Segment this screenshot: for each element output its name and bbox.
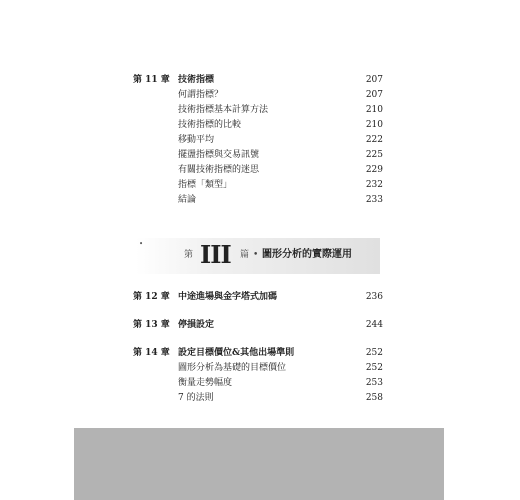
section-title: 7 的法則	[178, 393, 214, 403]
section-row	[133, 133, 383, 148]
toc-chapter-12	[133, 290, 383, 305]
part-banner	[136, 238, 380, 274]
section-page: 252	[365, 363, 383, 373]
section-title: 圖形分析為基礎的目標價位	[178, 363, 287, 373]
section-row	[133, 376, 383, 391]
chapter-title: 設定目標價位&其他出場準則	[178, 348, 295, 358]
chapter-title: 停損設定	[178, 320, 215, 330]
chapter-label: 第 12 章	[133, 292, 170, 302]
section-title: 技術指標的比較	[178, 120, 242, 130]
toc-chapter-11	[133, 73, 383, 208]
chapter-title: 技術指標	[178, 75, 215, 85]
section-title: 技術指標基本計算方法	[178, 105, 269, 115]
chapter-page: 252	[365, 348, 383, 358]
section-page: 207	[365, 90, 383, 100]
chapter-heading-row	[133, 73, 383, 88]
chapter-page: 207	[365, 75, 383, 85]
section-row	[133, 163, 383, 178]
bottom-gray-band	[74, 428, 444, 500]
chapter-page: 236	[365, 292, 383, 302]
section-title: 結論	[178, 195, 197, 205]
section-title: 移動平均	[178, 135, 215, 145]
section-row	[133, 118, 383, 133]
section-page: 225	[365, 150, 383, 160]
section-page: 233	[365, 195, 383, 205]
section-title: 擺盪指標與交易訊號	[178, 150, 260, 160]
chapter-heading-row	[133, 290, 383, 305]
section-row	[133, 148, 383, 163]
chapter-page: 244	[365, 320, 383, 330]
chapter-label: 第 11 章	[133, 75, 170, 85]
bullet-icon: •	[139, 240, 144, 248]
section-page: 210	[365, 105, 383, 115]
part-prefix: 第	[184, 250, 194, 260]
toc-chapter-13	[133, 318, 383, 333]
section-page: 253	[365, 378, 383, 388]
section-title: 何謂指標？	[178, 90, 224, 100]
section-page: 222	[365, 135, 383, 145]
chapter-heading-row	[133, 318, 383, 333]
section-page: 210	[365, 120, 383, 130]
section-page: 229	[365, 165, 383, 175]
chapter-label: 第 13 章	[133, 320, 170, 330]
chapter-label: 第 14 章	[133, 348, 170, 358]
chapter-heading-row	[133, 346, 383, 361]
section-row	[133, 88, 383, 103]
toc-chapter-14	[133, 346, 383, 406]
section-row	[133, 361, 383, 376]
part-title: 圖形分析的實際運用	[262, 249, 352, 260]
section-row	[133, 103, 383, 118]
part-suffix: 篇	[240, 250, 250, 260]
section-row	[133, 391, 383, 406]
section-title: 指標「類型」	[178, 180, 233, 190]
section-title: 衡量走勢幅度	[178, 378, 233, 388]
part-separator-dot: •	[253, 250, 259, 260]
section-title: 有關技術指標的迷思	[178, 165, 260, 175]
chapter-title: 中途進場與金字塔式加碼	[178, 292, 278, 302]
part-numeral: III	[200, 240, 231, 269]
section-page: 232	[365, 180, 383, 190]
section-page: 258	[365, 393, 383, 403]
section-row	[133, 193, 383, 208]
section-row	[133, 178, 383, 193]
